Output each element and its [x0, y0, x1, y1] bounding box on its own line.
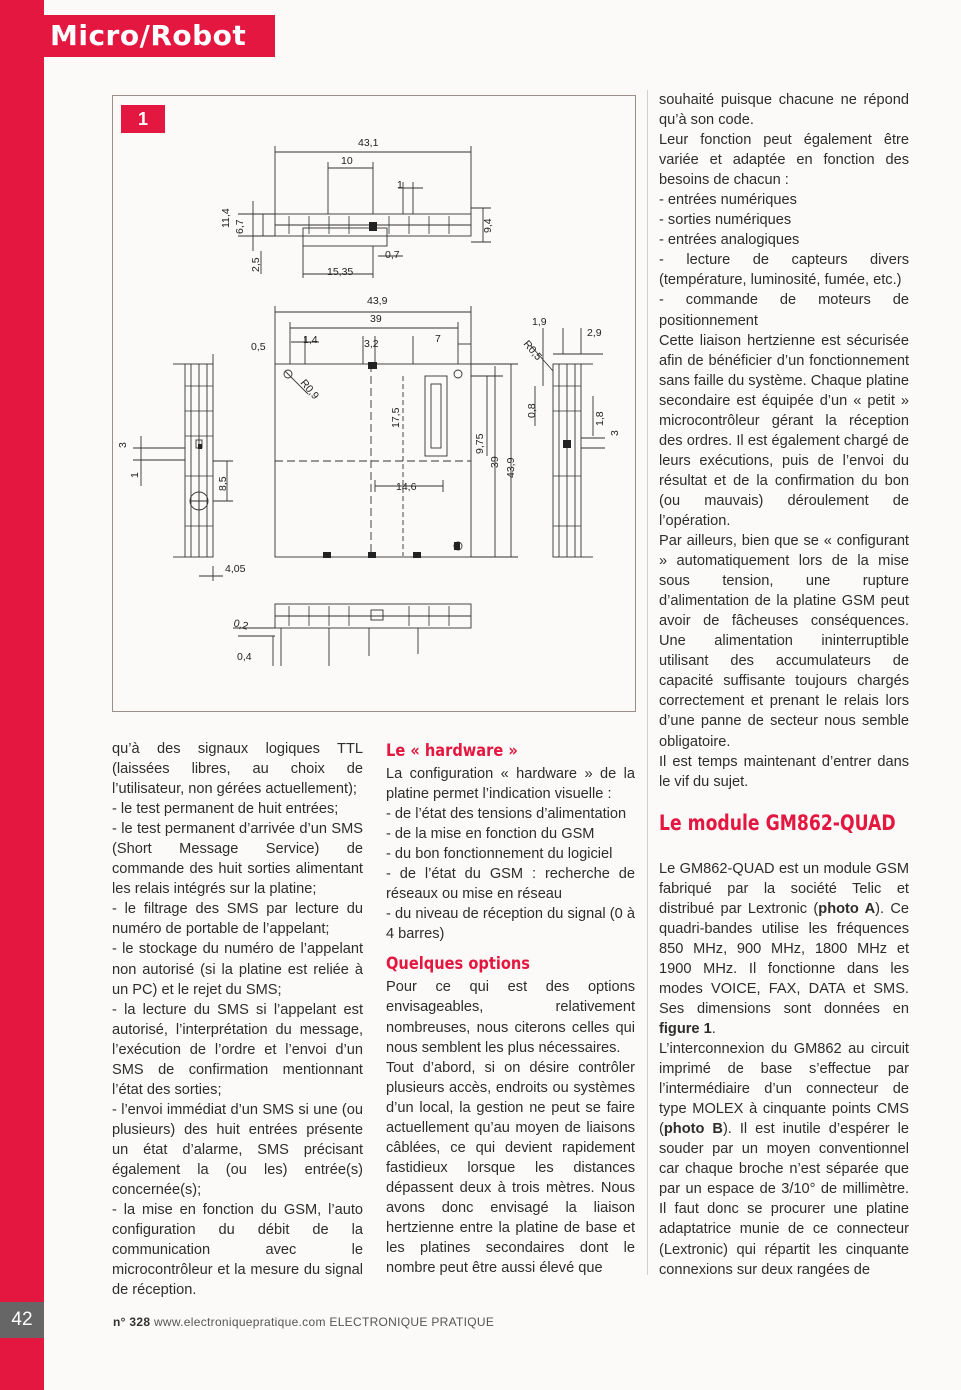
dim-43-9: 43,9 [367, 295, 388, 307]
list-item: - le stockage du numéro de l’appelant non autorisé (si la platine est reliée à un PC) et le rejet du SMS; [112, 941, 363, 998]
list-item: - commande de moteurs de positionnement [659, 292, 909, 329]
list-item: - de la mise en fonction du GSM [386, 826, 595, 843]
list-item: - de l’état des tensions d’alimentation [386, 806, 627, 823]
dim-1-4: 1,4 [303, 334, 318, 346]
footer [113, 1315, 494, 1329]
column-left [112, 739, 363, 1300]
text-run: Le GM862-QUAD est un module GSM fabriqué par la société Telic et distribué par Lextronic ( [659, 860, 909, 917]
paragraph: Il est temps maintenant d’entrer dans le vif du sujet. [659, 753, 909, 790]
list-item: - lecture de capteurs divers (température, luminosité, fumée, etc.) [659, 252, 909, 289]
dim-7: 7 [435, 333, 441, 345]
column-middle [386, 738, 635, 1278]
text-run: ). Ce quadri-bandes utilise les fréquences 850 MHz, 900 MHz, 1800 MHz et 1900 MHz. Il fonctionne dans les modes VOICE, FAX, DATA et SMS. Ses dimensions sont données en [659, 900, 910, 1017]
paragraph: qu’à des signaux logiques TTL (laissées libres, au choix de l’utilisateur, non gérées actuellement); [112, 741, 363, 798]
dim-0-5: 0,5 [251, 341, 266, 353]
left-color-bar [0, 0, 44, 1390]
dim-2-9: 2,9 [587, 327, 602, 339]
photo-ref-a: photo A [818, 900, 876, 917]
magazine-name: ELECTRONIQUE PRATIQUE [329, 1315, 495, 1329]
dim-3-2: 3,2 [364, 338, 379, 350]
heading-options: Quelques options [386, 954, 531, 975]
text-run: L’interconnexion du GM862 au circuit imprimé de base s’effectue par l’intermédiaire d’un connecteur de type MOLEX à cinquante points CMS ( [659, 1041, 909, 1138]
dim-14-6: 14,6 [396, 481, 417, 493]
figure-badge: 1 [121, 105, 165, 133]
dim-9-4: 9,4 [482, 218, 494, 233]
list-item: - sorties numériques [659, 212, 792, 229]
issue-prefix: n° [113, 1315, 126, 1329]
paragraph: Cette liaison hertzienne est sécurisée afin de bénéficier d’un fonctionnement sans faille du système. Chaque platine secondaire est équipée d’un « petit » microcontrôleur gérant la réception des ordres. Il est également chargé de leurs exécutions, puis de l’envoi du résultat et de la confirmation du bon (ou mauvais) déroulement de l’opération. [659, 332, 909, 529]
list-item: - le filtrage des SMS par lecture du numéro de portable de l’appelant; [112, 901, 363, 938]
column-right [659, 90, 909, 1280]
list-item: - la mise en fonction du GSM, l’auto configuration du débit de la communication avec le microcontrôleur et la mesure du signal de réception. [112, 1202, 363, 1299]
dim-6-7: 6,7 [234, 219, 246, 234]
column-divider [647, 90, 648, 1275]
list-item: - de l’état du GSM : recherche de réseaux ou mise en réseau [386, 866, 635, 903]
paragraph: Leur fonction peut également être variée et adaptée en fonction des besoins de chacun : [659, 132, 909, 189]
list-item: - le test permanent de huit entrées; [112, 801, 339, 818]
paragraph: Pour ce qui est des options envisageables, relativement nombreuses, nous citerons celles qui nous semblent les plus nécessaires. [386, 979, 635, 1056]
paragraph-gm862-intro [659, 859, 909, 1039]
dim-43-9-vertical: 43,9 [505, 457, 517, 478]
list-item: - le test permanent d’arrivée d’un SMS (Short Message Service) de commande des huit sorties alimentant les relais intégrés sur la platine; [112, 821, 363, 898]
dim-0-2: 0,2 [232, 617, 250, 633]
paragraph: Par ailleurs, bien que se « configurant » automatiquement lors de la mise sous tension, une rupture d’alimentation de la platine GSM peut avoir de fâcheuses conséquences. Une alimentation ininterruptible utilisant des accumulateurs de capacité suffisante toujours chargés correctement et prenant le relais lors d’une panne de secteur nous semble obligatoire. [659, 533, 909, 750]
dim-r0-5: R0,5 [520, 338, 545, 363]
dim-1-left: 1 [129, 472, 141, 478]
dim-39-vertical: 39 [489, 456, 501, 468]
dim-1: 1 [397, 179, 403, 191]
dim-3-left: 3 [117, 442, 129, 448]
text-run: . [711, 1021, 716, 1038]
dim-43-1: 43,1 [358, 137, 379, 149]
paragraph: Tout d’abord, si on désire contrôler plusieurs accès, endroits ou systèmes d’un local, la gestion ne peut se faire actuellement qu’au moyen de liaisons câblées, ce qui devient rapidement fastidieux lorsque les distances dépassent deux à trois mètres. Nous avons donc envisagé la liaison hertzienne entre la platine de base et les platines secondaires dont le nombre peut être aussi élevé que [386, 1059, 635, 1277]
dim-1-9: 1,9 [532, 316, 547, 328]
dim-10: 10 [341, 155, 353, 167]
dim-8-5: 8,5 [217, 476, 229, 491]
list-item: - la lecture du SMS si l’appelant est autorisé, l’interprétation du message, l’exécution de l’ordre et l’envoi d’un SMS de confirmation mentionnant l’état des sorties; [112, 1001, 363, 1098]
mechanical-drawing [113, 96, 637, 713]
page-number: 42 [0, 1302, 44, 1338]
dim-15-35: 15,35 [327, 266, 354, 278]
dim-11-4: 11,4 [220, 208, 232, 228]
dim-0-8: 0,8 [526, 403, 538, 418]
paragraph-gm862-connect [659, 1039, 909, 1280]
list-item: - l’envoi immédiat d’un SMS si une (ou plusieurs) des huit entrées présente un état d’alarme, SMS précisant également la (ou les) entrée(s) concernée(s); [112, 1101, 363, 1199]
paragraph: La configuration « hardware » de la platine permet l’indication visuelle : [386, 766, 635, 803]
figure-ref: figure 1 [659, 1021, 712, 1038]
dim-17-5: 17,5 [390, 407, 402, 428]
section-header: Micro/Robot [40, 15, 275, 57]
list-item: - du niveau de réception du signal (0 à 4 barres) [386, 906, 635, 943]
dim-0-7: 0,7 [385, 249, 400, 261]
list-item: - entrées analogiques [659, 232, 800, 249]
dim-0-4: 0,4 [237, 651, 252, 663]
figure-1 [112, 95, 636, 712]
list-item: - du bon fonctionnement du logiciel [386, 846, 613, 863]
heading-gm862: Le module GM862-QUAD [659, 810, 896, 835]
text-run: ). Il est inutile d’espérer le souder par un moyen conventionnel car chaque broche n’est séparée que par un espace de 3/10° de millimètre. Il faut donc se procurer une platine adaptatrice munie de ce connecteur (Lextronic) qui répartit les cinquante connexions sur deux rangées de [659, 1121, 909, 1278]
website: www.electroniquepratique.com [153, 1315, 326, 1329]
dim-3-right: 3 [609, 430, 621, 436]
dim-2-5: 2,5 [250, 257, 262, 272]
paragraph: souhaité puisque chacune ne répond qu’à son code. [659, 92, 909, 129]
dim-39: 39 [370, 313, 382, 325]
dim-4-05: 4,05 [225, 563, 246, 575]
dim-9-75: 9,75 [474, 433, 486, 454]
dim-r0-9: R0,9 [297, 377, 322, 402]
issue-number: 328 [129, 1315, 151, 1329]
list-item: - entrées numériques [659, 192, 797, 209]
dim-1-8: 1,8 [594, 411, 606, 426]
photo-ref-b: photo B [663, 1121, 723, 1138]
heading-hardware: Le « hardware » [386, 741, 518, 761]
